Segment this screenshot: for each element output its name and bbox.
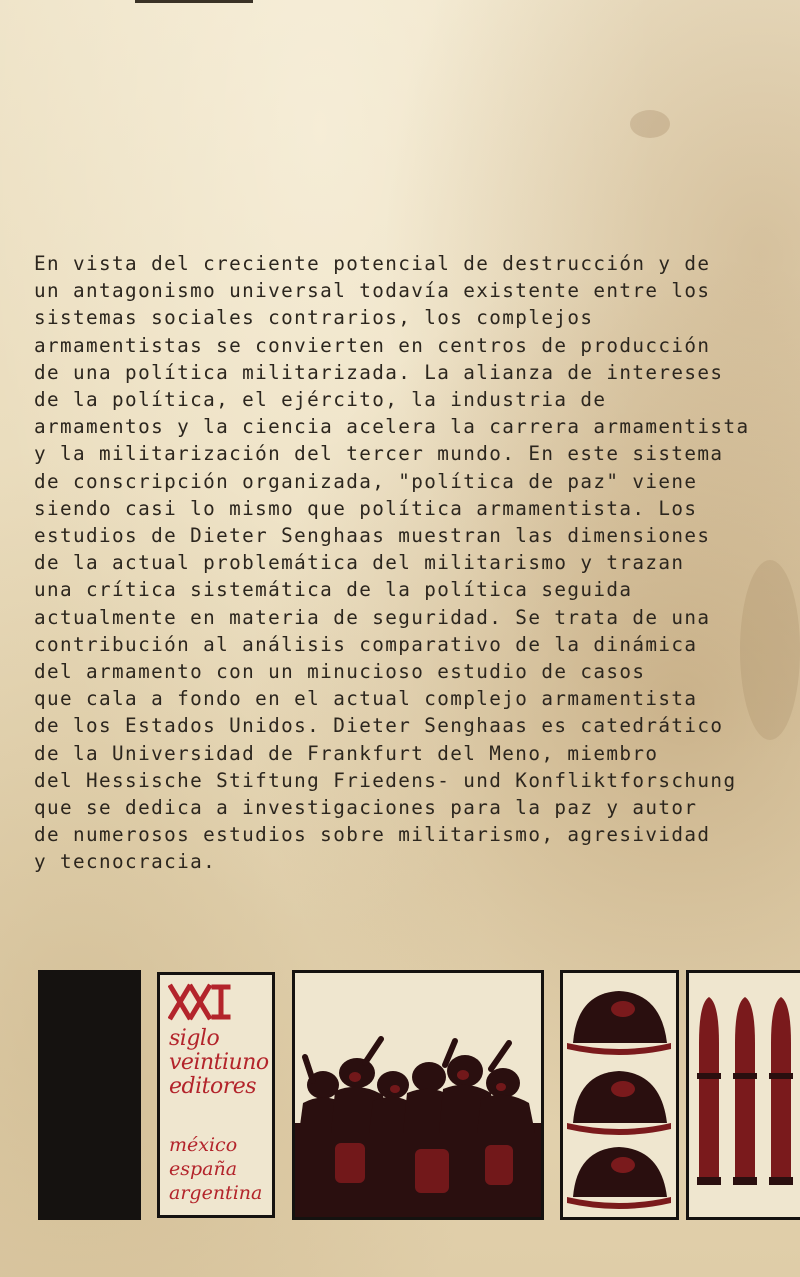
- text-line: de conscripción organizada, "política de paz" viene: [34, 469, 698, 493]
- text-line: del Hessische Stiftung Friedens- und Konfliktforschung: [34, 768, 737, 792]
- city-label: españa: [169, 1158, 238, 1180]
- text-line: de numerosos estudios sobre militarismo, agresividad: [34, 823, 711, 847]
- bullets-panel: [686, 970, 800, 1220]
- text-line: y tecnocracia.: [34, 850, 217, 874]
- helmet-icon: [567, 1147, 671, 1209]
- text-line: contribución al análisis comparativo de la dinámica: [34, 632, 698, 656]
- text-line: En vista del creciente potencial de destrucción y de: [34, 252, 711, 275]
- bullets-illustration: [689, 973, 800, 1217]
- publisher-logo-panel: [157, 972, 275, 1218]
- text-line: que cala a fondo en el actual complejo armamentista: [34, 687, 698, 711]
- text-line: y la militarización del tercer mundo. En este sistema: [34, 442, 724, 466]
- helmet-icon: [567, 991, 671, 1055]
- bullet-icon: [733, 997, 757, 1185]
- black-panel: [38, 970, 141, 1220]
- text-line: de la política, el ejército, la industria de: [34, 388, 607, 412]
- bullet-icon: [697, 997, 721, 1185]
- text-line: de una política militarizada. La alianza de intereses: [34, 360, 724, 384]
- publisher-name-line: editores: [169, 1074, 257, 1099]
- text-line: estudios de Dieter Senghaas muestran las dimensiones: [34, 524, 711, 548]
- city-label: argentina: [169, 1182, 263, 1204]
- soldiers-illustration: [295, 973, 541, 1217]
- text-line: de la actual problemática del militarismo y trazan: [34, 551, 685, 575]
- text-line: armamentos y la ciencia acelera la carrera armamentista: [34, 415, 750, 439]
- back-cover-description: [34, 250, 774, 876]
- publisher-cities: [169, 1133, 262, 1205]
- text-line: de los Estados Unidos. Dieter Senghaas es catedrático: [34, 714, 724, 738]
- publisher-name: [169, 1027, 269, 1099]
- publisher-name-line: veintiuno: [169, 1050, 269, 1075]
- helmets-panel: [560, 970, 679, 1220]
- text-line: del armamento con un minucioso estudio de casos: [34, 660, 646, 684]
- bullet-icon: [769, 997, 793, 1185]
- top-edge-mark: [135, 0, 253, 3]
- text-line: armamentistas se convierten en centros de producción: [34, 333, 711, 357]
- helmets-illustration: [563, 973, 676, 1217]
- text-line: siendo casi lo mismo que política armamentista. Los: [34, 496, 698, 520]
- text-line: actualmente en materia de seguridad. Se trata de una: [34, 605, 711, 629]
- text-line: de la Universidad de Frankfurt del Meno, miembro: [34, 741, 659, 765]
- text-line: un antagonismo universal todavía existente entre los: [34, 279, 711, 303]
- siglo-xxi-logo-icon: [168, 983, 234, 1021]
- paper-stain: [630, 110, 670, 138]
- text-line: que se dedica a investigaciones para la paz y autor: [34, 796, 698, 820]
- soldiers-panel: [292, 970, 544, 1220]
- text-line: sistemas sociales contrarios, los complejos: [34, 306, 594, 330]
- city-label: méxico: [169, 1134, 238, 1156]
- text-line: una crítica sistemática de la política seguida: [34, 578, 633, 602]
- helmet-icon: [567, 1071, 671, 1135]
- publisher-name-line: siglo: [169, 1026, 220, 1051]
